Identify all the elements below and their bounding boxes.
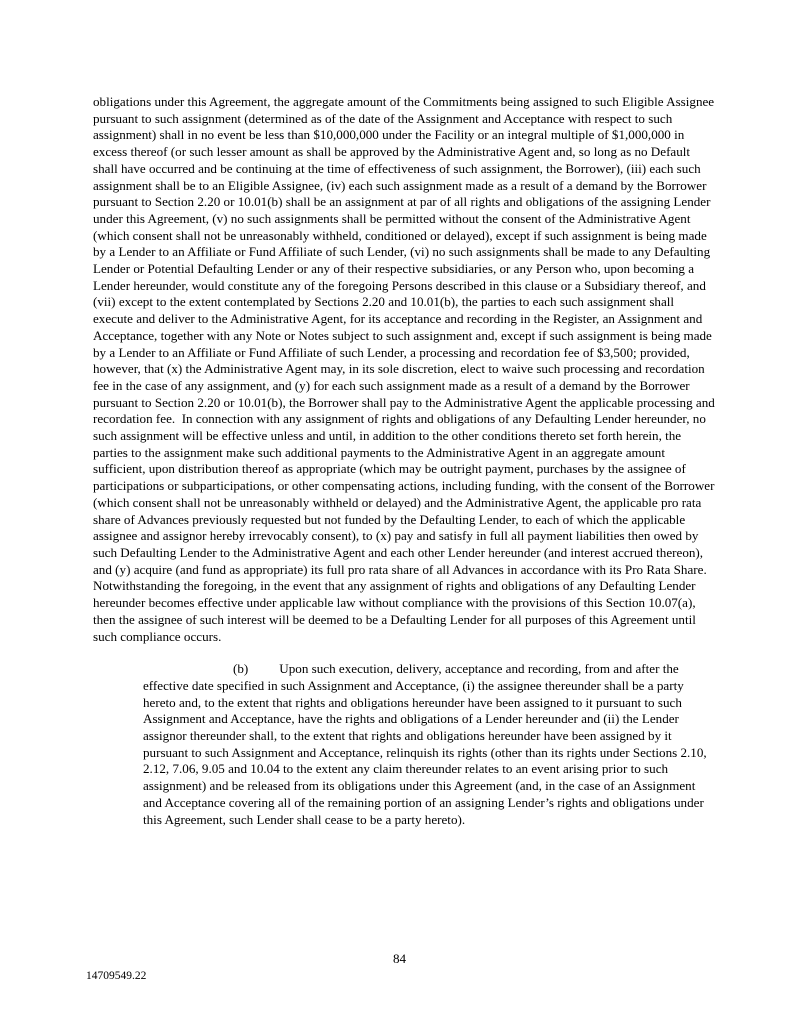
page-number: 84 [392,951,407,966]
page-body [93,94,719,828]
paragraph-b [143,661,715,828]
paragraph-b-label: (b) [233,661,249,677]
paragraph-a-continuation: obligations under this Agreement, the aggregate amount of the Commitments being assigned to such Eligible Assignee pursuant to such assignment (determined as of the date of the Assignment and Acceptance with respect to such assignment) shall in no event be less than $10,000,000 under the Facility or an integral multiple of $1,000,000 in excess thereof (or such lesser amount as shall be approved by the Administrative Agent and, so long as no Default shall have occurred and be continuing at the time of effectiveness of such assignment, the Borrower), (iii) each such assignment shall be to an Eligible Assignee, (iv) each such assignment made as a result of a demand by the Borrower pursuant to Section 2.20 or 10.01(b) shall be an assignment at par of all rights and obligations of the assigning Lender under this Agreement, (v) no such assignments shall be permitted without the consent of the Administrative Agent (which consent shall not be unreasonably withheld, conditioned or delayed), except if such assignment is being made by a Lender to an Affiliate or Fund Affiliate of such Lender, (vi) no such assignments shall be made to any Defaulting Lender or Potential Defaulting Lender or any of their respective subsidiaries, or any Person who, upon becoming a Lender hereunder, would constitute any of the foregoing Persons described in this clause or a Subsidiary thereof, and (vii) except to the extent contemplated by Sections 2.20 and 10.01(b), the parties to each such assignment shall execute and deliver to the Administrative Agent, for its acceptance and recording in the Register, an Assignment and Acceptance, together with any Note or Notes subject to such assignment and, except if such assignment is being made by a Lender to an Affiliate or Fund Affiliate of such Lender, a processing and recordation fee of $3,500; provided, however, that (x) the Administrative Agent may, in its sole discretion, elect to waive such processing and recordation fee in the case of any assignment, and (y) for each such assignment made as a result of a demand by the Borrower pursuant to Section 2.20 or 10.01(b), the Borrower shall pay to the Administrative Agent the applicable processing and recordation fee. In connection with any assignment of rights and obligations of any Defaulting Lender hereunder, no such assignment will be effective unless and until, in addition to the other conditions thereto set forth herein, the parties to the assignment make such additional payments to the Administrative Agent in an aggregate amount sufficient, upon distribution thereof as appropriate (which may be outright payment, purchases by the assignee of participations or subparticipations, or other compensating actions, including funding, with the consent of the Borrower (which consent shall not be unreasonably withheld or delayed) and the Administrative Agent, the applicable pro rata share of Advances previously requested but not funded by the Defaulting Lender, to each of which the applicable assignee and assignor hereby irrevocably consent), to (x) pay and satisfy in full all payment liabilities then owed by such Defaulting Lender to the Administrative Agent and each other Lender hereunder (and interest accrued thereon), and (y) acquire (and fund as appropriate) its full pro rata share of all Advances in accordance with its Pro Rata Share. Notwithstanding the foregoing, in the event that any assignment of rights and obligations of any Defaulting Lender hereunder becomes effective under applicable law without compliance with the provisions of this Section 10.07(a), then the assignee of such interest will be deemed to be a Defaulting Lender for all purposes of this Agreement until such compliance occurs. [93,94,719,644]
paragraph-b-text: Upon such execution, delivery, acceptance and recording, from and after the effective date specified in such Assignment and Acceptance, (i) the assignee thereunder shall be a party hereto and, to the extent that rights and obligations hereunder have been assigned to it pursuant to such Assignment and Acceptance, have the rights and obligations of a Lender hereunder and (ii) the Lender assignor thereunder shall, to the extent that rights and obligations hereunder have been assigned by it pursuant to such Assignment and Acceptance, relinquish its rights (other than its rights under Sections 2.10, 2.12, 7.06, 9.05 and 10.04 to the extent any claim thereunder relates to an event arising prior to such assignment) and be released from its obligations under this Agreement (and, in the case of an Assignment and Acceptance covering all of the remaining portion of an assigning Lender’s rights and obligations under this Agreement, such Lender shall cease to be a party hereto). [143,661,710,827]
document-number: 14709549.22 [86,970,147,982]
